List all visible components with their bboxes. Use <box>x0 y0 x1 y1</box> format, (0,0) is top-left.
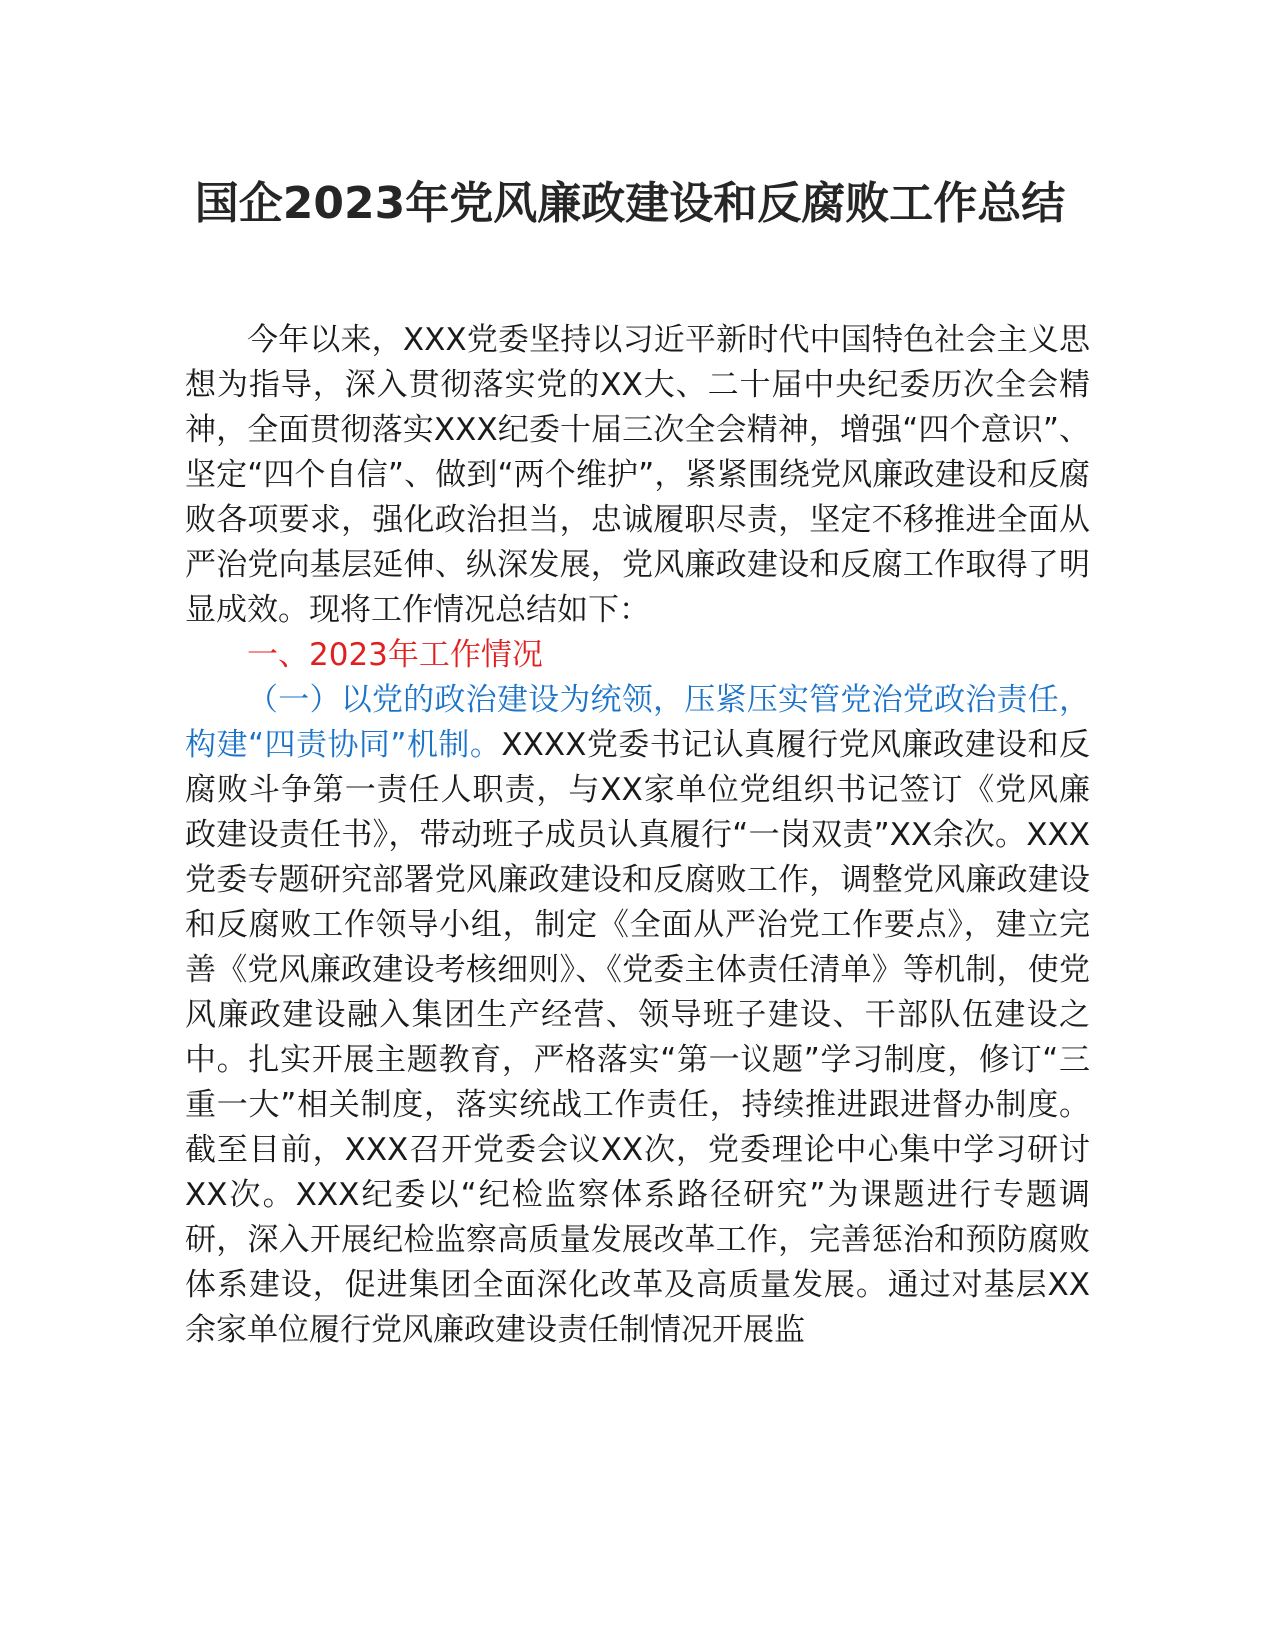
subsection-body: XXXX党委书记认真履行党风廉政建设和反腐败斗争第一责任人职责，与XX家单位党组织书记签订《党风廉政建设责任书》，带动班子成员认真履行“一岗双责”XX余次。XXX党委专题研究部署党风廉政建设和反腐败工作，调整党风廉政建设和反腐败工作领导小组，制定《全面从严治党工作要点》，建立完善《党风廉政建设考核细则》、《党委主体责任清单》等机制，使党风廉政建设融入集团生产经营、领导班子建设、干部队伍建设之中。扎实开展主题教育，严格落实“第一议题”学习制度，修订“三重一大”相关制度，落实统战工作责任，持续推进跟进督办制度。截至目前，XXX召开党委会议XX次，党委理论中心集中学习研讨XX次。XXX纪委以“纪检监察体系路径研究”为课题进行专题调研，深入开展纪检监察高质量发展改革工作，完善惩治和预防腐败体系建设，促进集团全面深化改革及高质量发展。通过对基层XX余家单位履行党风廉政建设责任制情况开展监 <box>185 727 1090 1348</box>
intro-paragraph: 今年以来，XXX党委坚持以习近平新时代中国特色社会主义思想为指导，深入贯彻落实党的XX大、二十届中央纪委历次全会精神，全面贯彻落实XXX纪委十届三次全会精神，增强“四个意识”、坚定“四个自信”、做到“两个维护”，紧紧围绕党风廉政建设和反腐败各项要求，强化政治担当，忠诚履职尽责，坚定不移推进全面从严治党向基层延伸、纵深发展，党风廉政建设和反腐工作取得了明显成效。现将工作情况总结如下： <box>185 322 1090 628</box>
section-heading: 一、2023年工作情况 <box>247 637 543 673</box>
document-body <box>185 318 1090 1353</box>
document-title: 国企2023年党风廉政建设和反腐败工作总结 <box>194 178 1066 229</box>
subsection-heading: （一）以党的政治建设为统领，压紧压实管党治党政治责任，构建“四责协同”机制。 <box>185 682 1090 763</box>
subsection-paragraph <box>185 678 1090 1353</box>
